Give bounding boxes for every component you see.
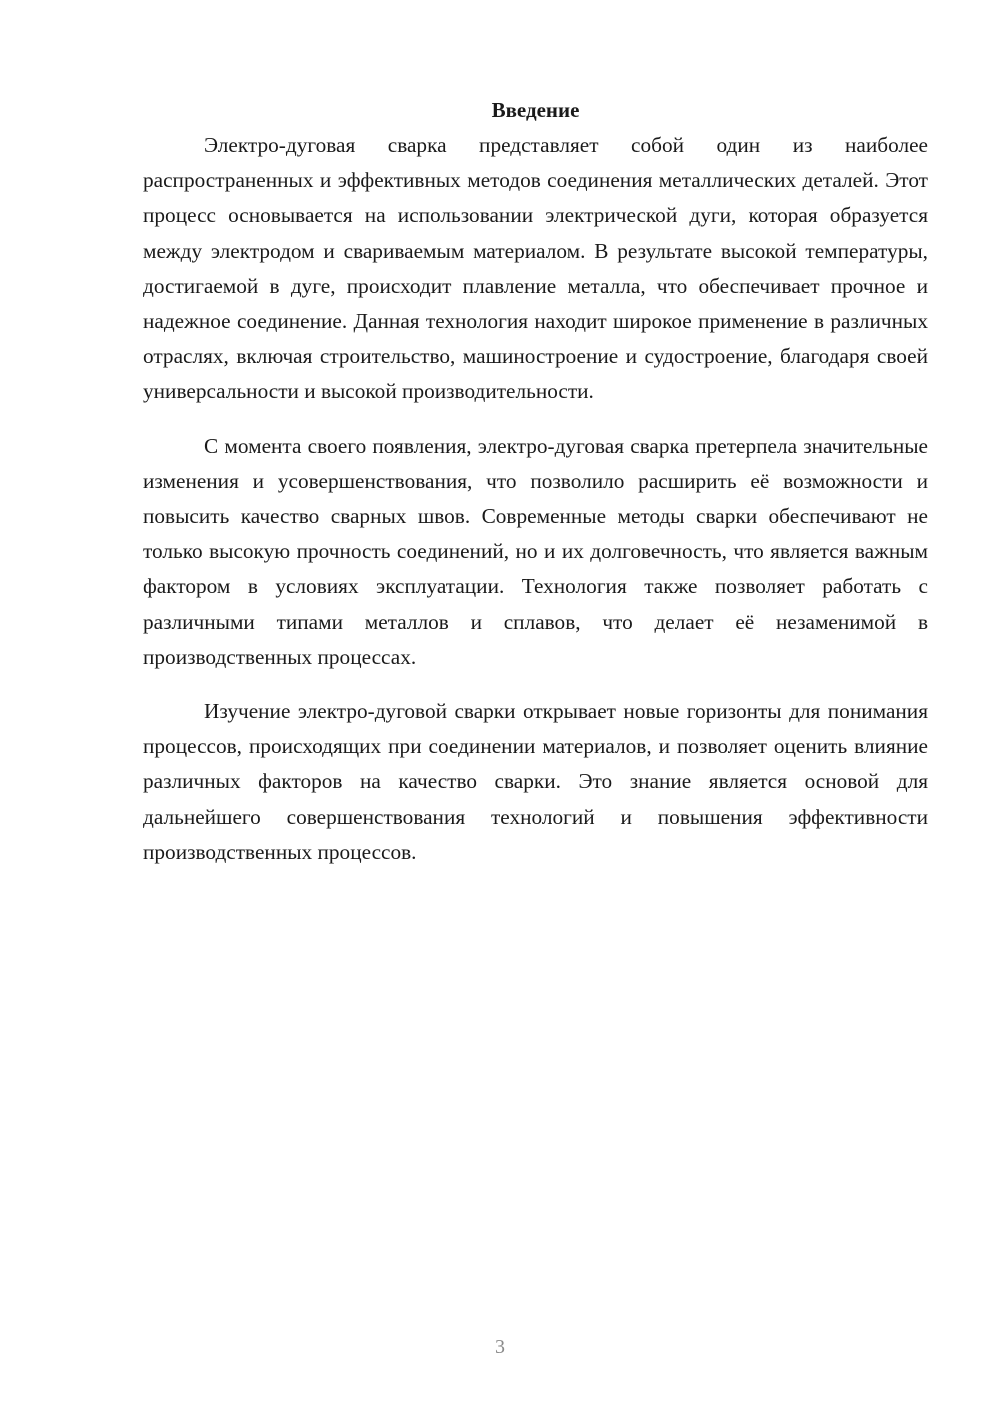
paragraph-1: Электро-дуговая сварка представляет собой один из наиболее распространенных и эффективных методов соединения металлических деталей. Этот процесс основывается на использовании электрической дуги, которая образуется между электродом и свариваемым материалом. В результате высокой температуры, достигаемой в дуге, происходит плавление металла, что обеспечивает прочное и надежное соединение. Данная технология находит широкое применение в различных отраслях, включая строительство, машиностроение и судостроение, благодаря своей универсальности и высокой производительности. — [143, 133, 928, 404]
page-number: 3 — [495, 1336, 505, 1358]
paragraph-2: С момента своего появления, электро-дуговая сварка претерпела значительные изменения и усовершенствования, что позволило расширить её возможности и повысить качество сварных швов. Современные методы сварки обеспечивают не только высокую прочность соединений, но и их долговечность, что является важным фактором в условиях эксплуатации. Технология также позволяет работать с различными типами металлов и сплавов, что делает её незаменимой в производственных процессах. — [143, 433, 928, 669]
page-content — [143, 92, 928, 889]
section-title: Введение — [491, 98, 580, 122]
paragraph-3: Изучение электро-дуговой сварки открывает новые горизонты для понимания процессов, происходящих при соединении материалов, и позволяет оценить влияние различных факторов на качество сварки. Это знание является основой для дальнейшего совершенствования технологий и повышения эффективности производственных процессов. — [143, 699, 928, 864]
